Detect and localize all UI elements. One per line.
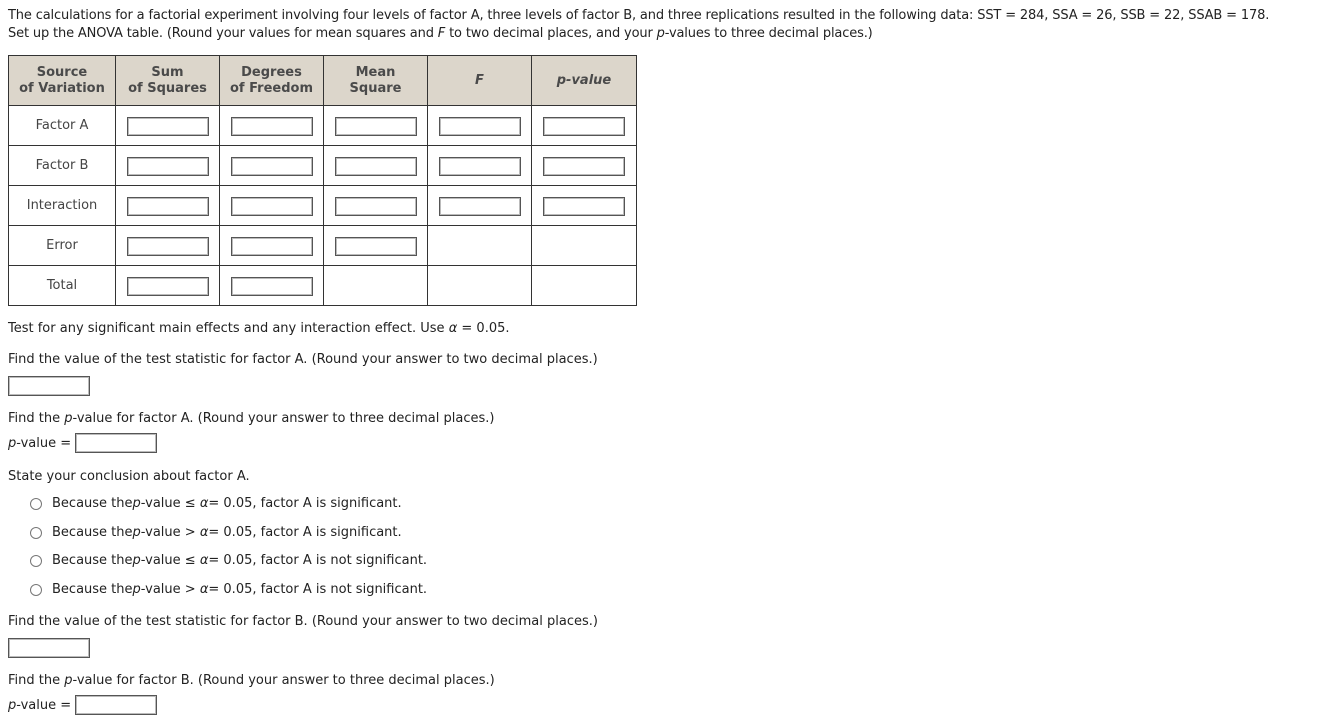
p-factor-b-input[interactable] [543,157,625,176]
header-source [9,56,116,106]
cell-f-interaction [428,186,532,226]
factor-a-pvalue-row [8,433,157,453]
pvalue-label: -value = [16,697,72,713]
ss-factor-a-input[interactable] [127,117,209,136]
cell-df-factor-a [220,106,324,146]
option-a4[interactable] [30,582,427,597]
header-degrees-of-freedom [220,56,324,106]
cell-ss-factor-a [116,106,220,146]
factor-a-pvalue-input[interactable] [75,433,157,453]
cell-df-error [220,226,324,266]
p-symbol: p [132,525,141,540]
header-sum-of-squares [116,56,220,106]
radio-button[interactable] [30,527,42,539]
table-row [9,186,637,226]
test-instruction-text: Test for any significant main effects and any interaction effect. Use [8,321,449,336]
factor-a-statistic-input[interactable] [8,376,90,396]
row-label-factor-a: Factor A [9,106,116,146]
cell-df-total [220,266,324,306]
cell-p-total-empty [532,266,637,306]
problem-line-1: The calculations for a factorial experiment involving four levels of factor A, three levels of factor B, and three replications resulted in the following data: SST = 284, SSA = 26, SSB = 22, SSAB = 178. [8,8,1270,23]
cell-f-factor-b [428,146,532,186]
df-interaction-input[interactable] [231,197,313,216]
row-label-error: Error [9,226,116,266]
ms-factor-b-input[interactable] [335,157,417,176]
question-factor-a-pvalue [8,411,494,426]
question-text: Find the [8,411,65,426]
option-text: -value ≤ [140,553,196,568]
header-p-value: p-value [532,56,637,106]
cell-df-factor-b [220,146,324,186]
header-ss-line2: of Squares [128,80,207,96]
f-factor-b-input[interactable] [439,157,521,176]
header-df-line1: Degrees [241,64,302,80]
factor-b-statistic-input[interactable] [8,638,90,658]
p-interaction-input[interactable] [543,197,625,216]
cell-ms-interaction [324,186,428,226]
cell-ss-error [116,226,220,266]
header-ms-line2: Square [349,80,402,96]
question-factor-b-pvalue [8,673,495,688]
question-text: -value for factor A. (Round your answer to three decimal places.) [72,411,495,426]
p-symbol: p [132,553,141,568]
p-symbol: p [8,435,17,451]
ss-total-input[interactable] [127,277,209,296]
cell-p-error-empty [532,226,637,266]
question-factor-b-statistic: Find the value of the test statistic for factor B. (Round your answer to two decimal places.) [8,614,598,629]
p-symbol: p [132,496,141,511]
f-interaction-input[interactable] [439,197,521,216]
ss-error-input[interactable] [127,237,209,256]
radio-button[interactable] [30,498,42,510]
factor-b-pvalue-row [8,695,157,715]
df-error-input[interactable] [231,237,313,256]
test-instruction-text: = 0.05. [457,321,510,336]
header-ms-line1: Mean [355,64,396,80]
alpha-symbol: α [448,321,458,336]
option-text: = 0.05, factor A is not significant. [208,582,428,597]
option-a3[interactable] [30,553,427,568]
conclusion-factor-a-prompt: State your conclusion about factor A. [8,469,250,484]
option-text: -value > [140,525,196,540]
df-factor-a-input[interactable] [231,117,313,136]
radio-button[interactable] [30,584,42,596]
p-factor-a-input[interactable] [543,117,625,136]
problem-p-symbol: p [656,26,665,41]
cell-ms-factor-a [324,106,428,146]
table-row [9,226,637,266]
cell-ms-factor-b [324,146,428,186]
header-f: F [428,56,532,106]
pvalue-label: -value = [16,435,72,451]
header-mean-square [324,56,428,106]
question-text: -value for factor B. (Round your answer to three decimal places.) [72,673,495,688]
header-source-line2: of Variation [19,80,105,96]
row-label-interaction: Interaction [9,186,116,226]
header-source-line1: Source [36,64,88,80]
option-a1[interactable] [30,496,402,511]
table-row [9,106,637,146]
question-text: Find the [8,673,65,688]
p-symbol: p [132,582,141,597]
cell-ss-interaction [116,186,220,226]
cell-p-factor-a [532,106,637,146]
table-row [9,266,637,306]
df-total-input[interactable] [231,277,313,296]
p-symbol: p [8,697,17,713]
alpha-symbol: α [199,496,209,511]
cell-ms-total-empty [324,266,428,306]
problem-line-2-part: to two decimal places, and your [445,26,657,41]
f-factor-a-input[interactable] [439,117,521,136]
alpha-symbol: α [199,582,209,597]
option-text: Because the [52,525,133,540]
problem-line-2 [8,25,1318,43]
cell-f-total-empty [428,266,532,306]
ss-interaction-input[interactable] [127,197,209,216]
p-symbol: p [64,411,73,426]
anova-header-row [9,56,637,106]
p-symbol: p [64,673,73,688]
problem-statement [8,7,1318,43]
option-text: = 0.05, factor A is significant. [208,496,402,511]
option-text: = 0.05, factor A is not significant. [208,553,428,568]
problem-line-2-part: Set up the ANOVA table. (Round your values for mean squares and [8,26,438,41]
factor-b-pvalue-input[interactable] [75,695,157,715]
problem-line-2-part: -values to three decimal places.) [664,26,873,41]
cell-df-interaction [220,186,324,226]
alpha-symbol: α [199,553,209,568]
cell-ss-factor-b [116,146,220,186]
df-factor-b-input[interactable] [231,157,313,176]
problem-f-symbol: F [437,26,446,41]
question-factor-a-statistic: Find the value of the test statistic for factor A. (Round your answer to two decimal places.) [8,352,598,367]
anova-table [8,55,637,306]
option-text: Because the [52,553,133,568]
ms-interaction-input[interactable] [335,197,417,216]
row-label-factor-b: Factor B [9,146,116,186]
row-label-total: Total [9,266,116,306]
option-a2[interactable] [30,525,402,540]
option-text: = 0.05, factor A is significant. [208,525,402,540]
test-instruction [8,321,510,336]
option-text: Because the [52,582,133,597]
ms-error-input[interactable] [335,237,417,256]
cell-f-error-empty [428,226,532,266]
ms-factor-a-input[interactable] [335,117,417,136]
option-text: Because the [52,496,133,511]
cell-p-factor-b [532,146,637,186]
header-df-line2: of Freedom [230,80,313,96]
ss-factor-b-input[interactable] [127,157,209,176]
table-row [9,146,637,186]
option-text: -value ≤ [140,496,196,511]
cell-p-interaction [532,186,637,226]
radio-button[interactable] [30,555,42,567]
option-text: -value > [140,582,196,597]
header-ss-line1: Sum [151,64,184,80]
cell-f-factor-a [428,106,532,146]
alpha-symbol: α [199,525,209,540]
cell-ms-error [324,226,428,266]
cell-ss-total [116,266,220,306]
